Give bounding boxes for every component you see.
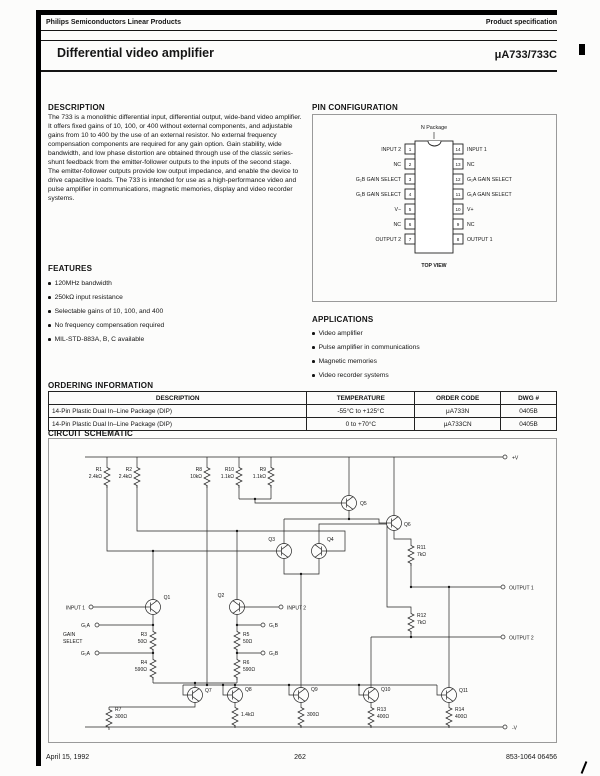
r9-label: R9 bbox=[259, 467, 266, 473]
scan-artifact-bottom-right bbox=[581, 761, 588, 774]
rq9-value-label: 300Ω bbox=[307, 712, 320, 718]
svg-text:7: 7 bbox=[408, 237, 412, 242]
svg-text:INPUT 2: INPUT 2 bbox=[381, 147, 401, 153]
feature-text: MIL-STD-883A, B, C available bbox=[54, 336, 145, 344]
feature-item bbox=[48, 279, 304, 288]
bullet-icon bbox=[312, 346, 315, 349]
cell-description: 14-Pin Plastic Dual In–Line Package (DIP) bbox=[49, 418, 307, 431]
pin-configuration-box bbox=[312, 114, 557, 302]
col-dwg: DWG # bbox=[501, 392, 557, 405]
g2b-label: G₂B bbox=[269, 651, 279, 657]
svg-text:NC: NC bbox=[467, 222, 475, 228]
footer-code: 853-1064 06456 bbox=[506, 754, 557, 761]
page-title: Differential video amplifier bbox=[57, 46, 214, 60]
svg-text:10: 10 bbox=[455, 207, 461, 212]
application-item bbox=[312, 329, 555, 338]
svg-text:4: 4 bbox=[408, 192, 412, 197]
cell-order-code: μA733N bbox=[415, 405, 501, 418]
circuit-schematic-box bbox=[48, 438, 557, 743]
application-item bbox=[312, 343, 555, 352]
r12-label: R12 bbox=[417, 613, 427, 619]
svg-text:1: 1 bbox=[408, 147, 412, 152]
r13-label: R13 bbox=[377, 707, 387, 713]
pin-diagram bbox=[313, 115, 556, 301]
circuit-schematic-diagram bbox=[49, 439, 556, 742]
col-order-code: ORDER CODE bbox=[415, 392, 501, 405]
svg-text:V+: V+ bbox=[467, 207, 474, 213]
bullet-icon bbox=[312, 332, 315, 335]
svg-text:400Ω: 400Ω bbox=[377, 714, 390, 720]
q6-label: Q6 bbox=[404, 522, 411, 528]
footer-date: April 15, 1992 bbox=[46, 754, 90, 761]
feature-item bbox=[48, 321, 304, 330]
svg-text:6: 6 bbox=[408, 222, 412, 227]
features-heading: FEATURES bbox=[48, 264, 93, 273]
svg-text:INPUT 1: INPUT 1 bbox=[467, 147, 487, 153]
svg-text:SELECT: SELECT bbox=[63, 639, 83, 645]
header-left: Philips Semiconductors Linear Products bbox=[46, 19, 181, 26]
q7-label: Q7 bbox=[205, 688, 212, 694]
r6-label: R6 bbox=[243, 660, 250, 666]
page-border-top bbox=[36, 10, 557, 15]
applications-heading: APPLICATIONS bbox=[312, 315, 374, 324]
q5-label: Q5 bbox=[360, 501, 367, 507]
svg-text:7kΩ: 7kΩ bbox=[417, 620, 427, 626]
q10-label: Q10 bbox=[381, 687, 391, 693]
applications-list bbox=[312, 329, 555, 385]
svg-text:1.1kΩ: 1.1kΩ bbox=[220, 474, 234, 480]
application-text: Video amplifier bbox=[318, 329, 363, 337]
dip-package-body bbox=[405, 141, 463, 253]
feature-text: 120MHz bandwidth bbox=[54, 279, 112, 287]
application-item bbox=[312, 357, 555, 366]
cell-temperature: 0 to +70°C bbox=[307, 418, 415, 431]
part-number: μA733/733C bbox=[494, 49, 557, 61]
g2a-label: G₂A bbox=[80, 651, 90, 657]
pin-configuration-heading: PIN CONFIGURATION bbox=[312, 103, 398, 112]
svg-text:7kΩ: 7kΩ bbox=[417, 552, 427, 558]
cell-description: 14-Pin Plastic Dual In–Line Package (DIP) bbox=[49, 405, 307, 418]
cell-dwg: 0405B bbox=[501, 418, 557, 431]
q9-label: Q9 bbox=[311, 687, 318, 693]
r5-label: R5 bbox=[243, 632, 250, 638]
svg-text:NC: NC bbox=[467, 162, 475, 168]
svg-text:10kΩ: 10kΩ bbox=[190, 474, 202, 480]
r11-label: R11 bbox=[417, 545, 426, 551]
bullet-icon bbox=[48, 324, 51, 327]
svg-text:NC: NC bbox=[393, 162, 401, 168]
svg-text:OUTPUT 1: OUTPUT 1 bbox=[467, 237, 493, 243]
svg-text:50Ω: 50Ω bbox=[137, 639, 147, 645]
svg-text:1.1kΩ: 1.1kΩ bbox=[252, 474, 266, 480]
application-text: Pulse amplifier in communications bbox=[318, 343, 420, 351]
page-border-left bbox=[36, 10, 41, 766]
q3-label: Q3 bbox=[268, 537, 275, 543]
svg-text:3: 3 bbox=[408, 177, 412, 182]
header-right: Product specification bbox=[485, 19, 557, 26]
vminus-label: -V bbox=[512, 725, 517, 732]
svg-text:V−: V− bbox=[394, 207, 401, 213]
ordering-header-row bbox=[49, 392, 557, 405]
rq8-value-label: 1.4kΩ bbox=[241, 712, 255, 718]
svg-text:590Ω: 590Ω bbox=[134, 667, 147, 673]
svg-text:400Ω: 400Ω bbox=[455, 714, 468, 720]
bullet-icon bbox=[312, 374, 315, 377]
svg-text:8: 8 bbox=[456, 237, 460, 242]
svg-text:11: 11 bbox=[455, 192, 461, 197]
bullet-icon bbox=[312, 360, 315, 363]
q11-label: Q11 bbox=[459, 688, 469, 694]
output2-label: OUTPUT 2 bbox=[509, 635, 534, 642]
resistor-symbols bbox=[104, 465, 452, 730]
r3-label: R3 bbox=[140, 632, 147, 638]
svg-text:2: 2 bbox=[408, 162, 412, 167]
title-rule-top bbox=[41, 40, 557, 41]
r2-label: R2 bbox=[125, 467, 132, 473]
q4-label: Q4 bbox=[327, 537, 334, 543]
svg-text:2.4kΩ: 2.4kΩ bbox=[118, 474, 132, 480]
svg-text:13: 13 bbox=[455, 162, 461, 167]
q2-label: Q2 bbox=[217, 593, 225, 599]
q1-label: Q1 bbox=[163, 595, 171, 601]
package-name-label: N Package bbox=[420, 125, 448, 131]
q8-label: Q8 bbox=[245, 687, 252, 693]
output1-label: OUTPUT 1 bbox=[509, 585, 534, 592]
r4-label: R4 bbox=[140, 660, 147, 666]
svg-text:5: 5 bbox=[408, 207, 412, 212]
svg-text:300Ω: 300Ω bbox=[115, 714, 128, 720]
application-text: Magnetic memories bbox=[318, 357, 377, 365]
ordering-heading: ORDERING INFORMATION bbox=[48, 381, 154, 390]
svg-text:9: 9 bbox=[456, 222, 460, 227]
r10-label: R10 bbox=[224, 467, 234, 473]
r1-label: R1 bbox=[95, 467, 102, 473]
vplus-label: +V bbox=[512, 455, 519, 462]
scan-artifact-top-right bbox=[579, 44, 585, 55]
feature-item bbox=[48, 307, 304, 316]
cell-order-code: μA733CN bbox=[415, 418, 501, 431]
svg-text:12: 12 bbox=[455, 177, 461, 182]
cell-dwg: 0405B bbox=[501, 405, 557, 418]
title-rule-bottom bbox=[41, 70, 557, 72]
schematic-wires bbox=[85, 455, 507, 730]
description-heading: DESCRIPTION bbox=[48, 103, 105, 112]
bullet-icon bbox=[48, 338, 51, 341]
g1a-label: G₁A bbox=[81, 623, 90, 629]
ordering-table bbox=[48, 391, 557, 431]
bullet-icon bbox=[48, 310, 51, 313]
svg-text:G₂B GAIN SELECT: G₂B GAIN SELECT bbox=[355, 177, 401, 183]
r7-label: R7 bbox=[115, 707, 122, 713]
top-view-label: TOP VIEW bbox=[421, 263, 447, 269]
r14-label: R14 bbox=[455, 707, 465, 713]
svg-text:OUTPUT 2: OUTPUT 2 bbox=[375, 237, 401, 243]
svg-text:2.4kΩ: 2.4kΩ bbox=[88, 474, 102, 480]
feature-text: Selectable gains of 10, 100, and 400 bbox=[54, 307, 164, 315]
application-text: Video recorder systems bbox=[318, 372, 389, 380]
svg-text:G₂A GAIN SELECT: G₂A GAIN SELECT bbox=[467, 177, 512, 183]
table-row bbox=[49, 405, 557, 418]
svg-text:590Ω: 590Ω bbox=[243, 667, 256, 673]
svg-text:50Ω: 50Ω bbox=[243, 639, 253, 645]
col-temperature: TEMPERATURE bbox=[307, 392, 415, 405]
col-description: DESCRIPTION bbox=[49, 392, 307, 405]
svg-text:G₁B GAIN SELECT: G₁B GAIN SELECT bbox=[356, 192, 401, 198]
g1b-label: G₁B bbox=[269, 623, 278, 629]
bullet-icon bbox=[48, 282, 51, 285]
application-item bbox=[312, 371, 555, 380]
feature-text: 250kΩ input resistance bbox=[54, 293, 123, 301]
feature-item bbox=[48, 335, 304, 344]
cell-temperature: -55°C to +125°C bbox=[307, 405, 415, 418]
circuit-schematic-heading: CIRCUIT SCHEMATIC bbox=[48, 429, 134, 438]
feature-item bbox=[48, 293, 304, 302]
input2-label: INPUT 2 bbox=[287, 605, 307, 612]
footer-page-number: 262 bbox=[294, 754, 306, 761]
gain-select-label: GAIN bbox=[63, 632, 76, 638]
header-rule bbox=[41, 30, 557, 31]
svg-text:NC: NC bbox=[393, 222, 401, 228]
svg-text:G₁A GAIN SELECT: G₁A GAIN SELECT bbox=[467, 192, 512, 198]
feature-text: No frequency compensation required bbox=[54, 322, 165, 330]
description-text: The 733 is a monolithic differential input, differential output, wide-band video amplifier. It offers fixed gains of 10, 100, or 400 without external components, and adjustable gains from 10 to 400 by the use of an external resistor. No external frequency compensation components are required for any gain option. Gain stability, wide bandwidth, and low phase distortion are obtained through use of the classic series-shunt feedback from the emitter-follower outputs to the inputs of the second stage. The emitter-follower outputs provide low output impedance, and enable the device to drive capacitive loads. The 733 is intended for use as a high-performance video and pulse amplifier in communications, magnetic memories, display and video recorder systems. bbox=[48, 114, 302, 202]
bullet-icon bbox=[48, 296, 51, 299]
input1-label: INPUT 1 bbox=[65, 605, 85, 612]
features-list bbox=[48, 279, 304, 349]
r8-label: R8 bbox=[195, 467, 202, 473]
svg-text:14: 14 bbox=[455, 147, 461, 152]
